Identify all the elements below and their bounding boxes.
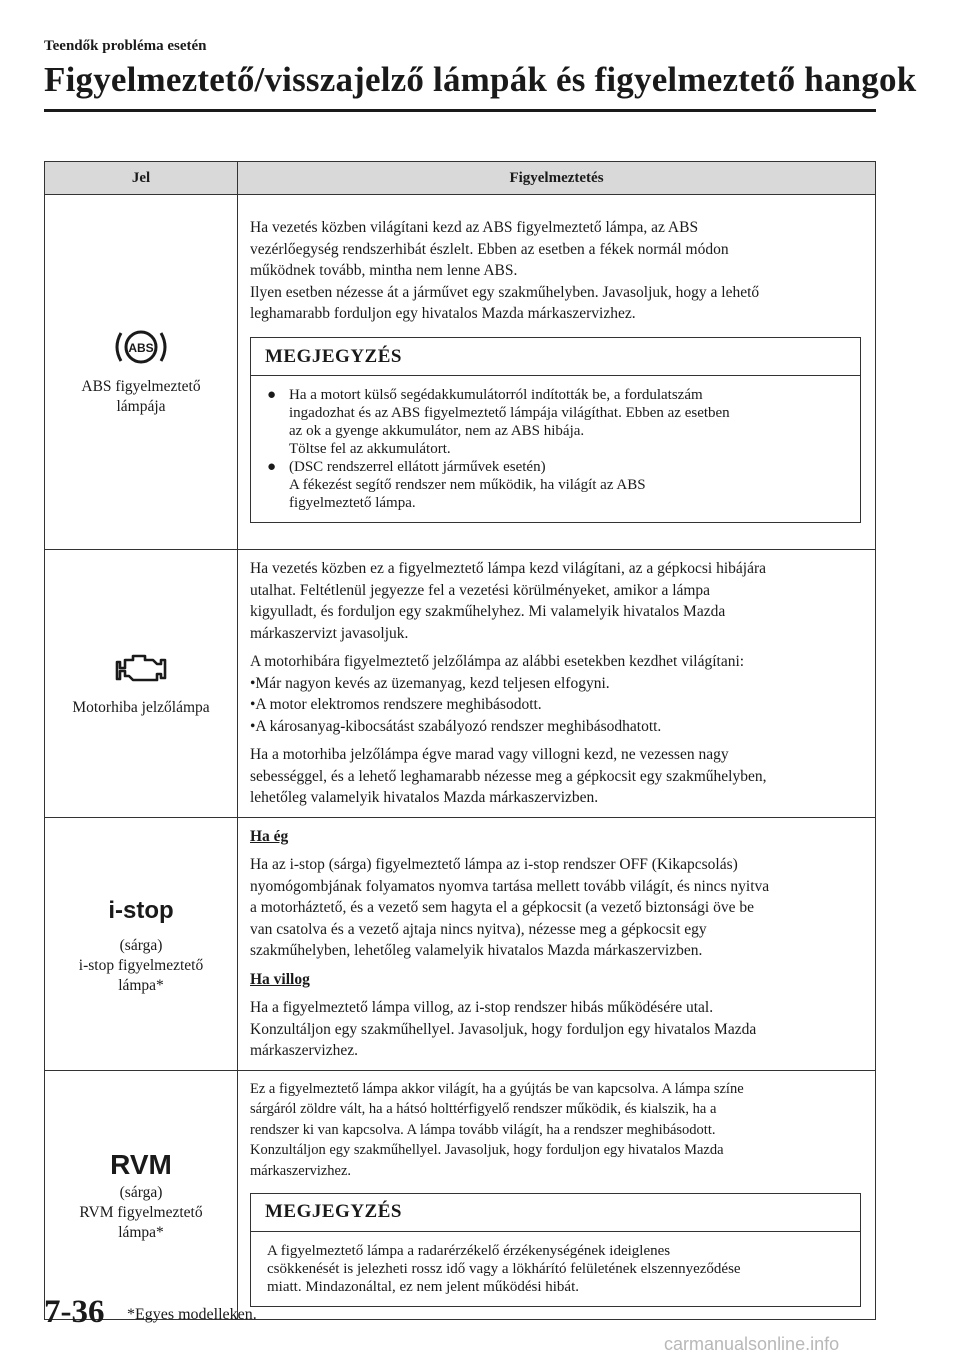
- text-line: miatt. Mindazonáltal, ez nem jelent működési hibát.: [267, 1278, 579, 1295]
- text-line: sebességgel, és a lehető leghamarabb nézesse meg a gépkocsit egy szakműhelyben,: [250, 767, 767, 785]
- note-box-rvm: [250, 1193, 861, 1307]
- svg-text:ABS: ABS: [128, 341, 154, 355]
- page-number: 7-36: [44, 1294, 105, 1330]
- description-cell-engine: [238, 550, 876, 818]
- text-line: •A károsanyag-kibocsátást szabályozó rendszer meghibásodhatott.: [250, 717, 662, 735]
- text-line: Ha vezetés közben világítani kezd az ABS figyelmeztető lámpa, az ABS: [250, 219, 699, 236]
- section-label: Teendők probléma esetén: [44, 38, 207, 54]
- text-line: kigyulladt, és forduljon egy szakműhelyhez. Mi valamelyik hivatalos Mazda: [250, 603, 726, 620]
- engine-check-icon: [111, 648, 171, 688]
- description-cell-abs: [238, 195, 876, 550]
- title-rule: [44, 109, 876, 112]
- text-line: csökkenését is jelezheti rossz idő vagy a lökhárító felületének elszennyeződése: [267, 1260, 741, 1277]
- text-line: Ez a figyelmeztető lámpa akkor világít, ha a gyújtás be van kapcsolva. A lámpa színe: [250, 1080, 744, 1097]
- symbol-cell-istop: [45, 817, 238, 1070]
- text-line: Ha az i-stop (sárga) figyelmeztető lámpa az i-stop rendszer OFF (Kikapcsolás): [250, 856, 738, 873]
- symbol-caption-line: (sárga): [119, 1183, 163, 1201]
- text-line: A figyelmeztető lámpa a radarérzékelő érzékenységének ideiglenes: [267, 1242, 671, 1259]
- rvm-icon: [106, 1147, 176, 1179]
- description-cell-rvm: [238, 1070, 876, 1319]
- paragraph: [250, 1079, 861, 1182]
- page-title: Figyelmeztető/visszajelző lámpák és figyelmeztető hangok: [44, 60, 917, 99]
- text-line: lehetőleg valamelyik hivatalos Mazda márkaszervizben.: [250, 789, 599, 806]
- text-line: figyelmeztető lámpa.: [289, 495, 416, 511]
- symbol-caption-line: Motorhiba jelzőlámpa: [72, 699, 210, 717]
- paragraph: [250, 744, 861, 809]
- paragraph: [250, 558, 861, 644]
- text-line: nyomógombjának folyamatos nyomva tartása mellett tovább világít, és nincs nyitva: [250, 877, 770, 895]
- watermark: carmanualsonline.info: [664, 1334, 840, 1354]
- paragraph: [250, 997, 861, 1062]
- symbol-caption-line: lámpája: [116, 398, 166, 415]
- note-box-abs: [250, 337, 861, 524]
- symbol-caption-line: lámpa*: [118, 976, 164, 994]
- text-line: vezérlőegység rendszerhibát észlelt. Ebben az esetben a fékek normál módon: [250, 240, 729, 258]
- column-header-warning: Figyelmeztetés: [238, 162, 876, 195]
- subheading-flashing: Ha villog: [250, 970, 310, 988]
- symbol-caption-line: RVM figyelmeztető: [79, 1203, 203, 1221]
- symbol-cell-rvm: [45, 1070, 238, 1319]
- table-row-abs: [45, 195, 876, 550]
- warning-lights-table: [44, 161, 876, 1320]
- text-line: márkaszervizhez.: [250, 1042, 359, 1059]
- text-line: Konzultáljon egy szakműhellyel. Javasoljuk, hogy forduljon egy hivatalos Mazda: [250, 1142, 724, 1158]
- table-row-engine: [45, 550, 876, 818]
- text-line: márkaszervizhez.: [250, 1162, 352, 1179]
- note-bullet-item: [267, 386, 844, 458]
- paragraph: [250, 651, 861, 737]
- abs-warning-icon: [111, 327, 171, 367]
- text-line: az ok a gyenge akkumulátor, nem az ABS hibája.: [289, 423, 585, 439]
- note-body: [251, 1232, 860, 1306]
- text-line: Töltse fel az akkumulátort.: [289, 441, 451, 457]
- text-line: márkaszervizt javasoljuk.: [250, 624, 409, 642]
- svg-text:RVM: RVM: [110, 1148, 172, 1179]
- text-line: A fékezést segítő rendszer nem működik, ha világít az ABS: [289, 477, 646, 493]
- text-line: •A motor elektromos rendszere meghibásodott.: [250, 696, 542, 713]
- symbol-caption-line: (sárga): [119, 936, 163, 954]
- table-row-istop: [45, 817, 876, 1070]
- text-line: szakműhelyben, lehetőleg valamelyik hivatalos Mazda márkaszervizben.: [250, 942, 703, 959]
- note-bullet-item: [267, 458, 844, 512]
- text-line: sárgáról zöldre vált, ha a hátsó holttérfigyelő rendszer működik, és kialszik, ha a: [250, 1101, 717, 1117]
- symbol-caption-line: ABS figyelmeztető: [81, 378, 201, 395]
- column-header-symbol: Jel: [45, 162, 238, 195]
- text-line: Ilyen esetben nézesse át a járművet egy szakműhelyben. Javasoljuk, hogy a lehető: [250, 283, 760, 301]
- text-line: Konzultáljon egy szakműhellyel. Javasoljuk, hogy forduljon egy hivatalos Mazda: [250, 1020, 757, 1038]
- text-line: rendszer ki van kapcsolva. A lámpa tovább világít, ha a rendszer meghibásodott.: [250, 1121, 716, 1138]
- text-line: van csatolva és a vezető ajtaja nincs nyitva), nézesse meg a gépkocsit egy: [250, 920, 707, 938]
- paragraph: [250, 217, 861, 325]
- bullet-icon: ●: [267, 387, 277, 403]
- bullet-icon: ●: [267, 459, 277, 475]
- description-cell-istop: [238, 817, 876, 1070]
- text-line: •Már nagyon kevés az üzemanyag, kezd teljesen elfogyni.: [250, 674, 610, 692]
- paragraph: [250, 854, 861, 962]
- text-line: a motorháztető, és a vezető sem hagyta el a gépkocsit (a vezető biztonsági öve be: [250, 899, 754, 916]
- text-line: Ha a motort külső segédakkumulátorról indították be, a fordulatszám: [289, 387, 703, 403]
- text-line: ingadozhat és az ABS figyelmeztető lámpája világíthat. Ebben az esetben: [289, 405, 730, 421]
- text-line: leghamarabb forduljon egy hivatalos Mazda márkaszervizhez.: [250, 305, 636, 322]
- subheading-on: Ha ég: [250, 827, 289, 845]
- symbol-cell-engine: [45, 550, 238, 818]
- note-title: MEGJEGYZÉS: [251, 338, 860, 377]
- i-stop-icon: [106, 892, 176, 926]
- text-line: működnek tovább, mintha nem lenne ABS.: [250, 262, 518, 279]
- text-line: Ha a figyelmeztető lámpa villog, az i-stop rendszer hibás működésére utal.: [250, 999, 714, 1016]
- text-line: utalhat. Feltétlenül jegyezze fel a vezetési körülményeket, amikor a lámpa: [250, 581, 711, 599]
- symbol-cell-abs: [45, 195, 238, 550]
- note-body: [251, 376, 860, 522]
- table-row-rvm: [45, 1070, 876, 1319]
- symbol-caption-line: lámpa*: [118, 1223, 164, 1241]
- footnote: *Egyes modelleken.: [127, 1306, 257, 1323]
- text-line: Ha vezetés közben ez a figyelmeztető lámpa kezd világítani, az a gépkocsi hibájára: [250, 560, 766, 577]
- text-line: A motorhibára figyelmeztető jelzőlámpa az alábbi esetekben kezdhet világítani:: [250, 653, 745, 670]
- table-header-row: [45, 162, 876, 195]
- svg-text:i-stop: i-stop: [108, 896, 174, 924]
- text-line: Ha a motorhiba jelzőlámpa égve marad vagy villogni kezd, ne vezessen nagy: [250, 746, 729, 763]
- note-title: MEGJEGYZÉS: [251, 1194, 860, 1232]
- text-line: (DSC rendszerrel ellátott járművek esetén): [289, 459, 546, 475]
- symbol-caption-line: i-stop figyelmeztető: [78, 956, 204, 974]
